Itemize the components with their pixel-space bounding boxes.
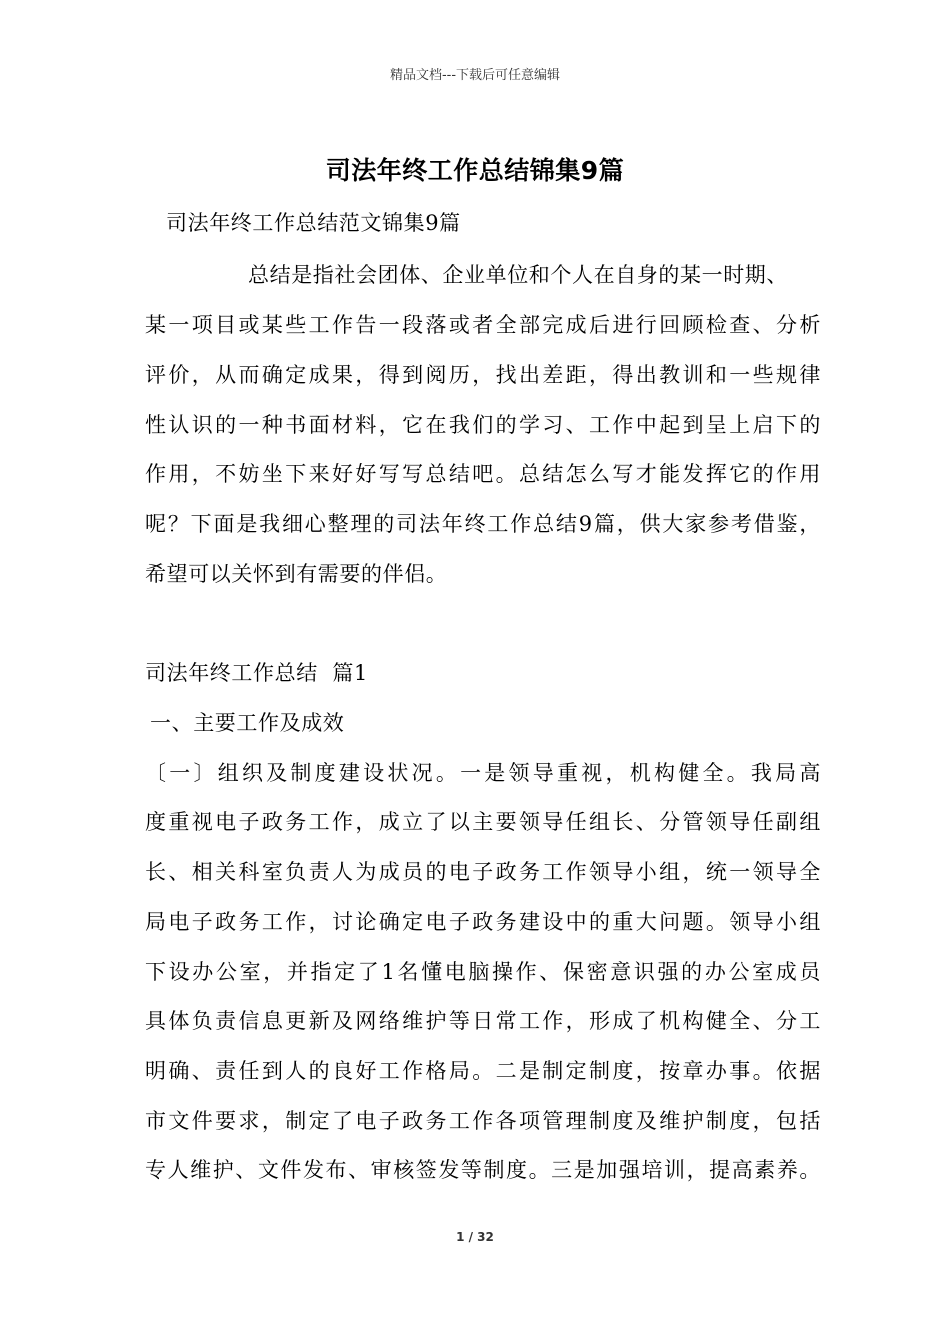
document-subtitle: 司法年终工作总结范文锦集9篇 [166, 211, 461, 235]
intro-line: 性认识的一种书面材料，它在我们的学习、工作中起到呈上启下的 [145, 413, 821, 437]
section-heading: 司法年终工作总结 篇1 [145, 661, 368, 685]
body-line: 明确、责任到人的良好工作格局。二是制定制度，按章办事。依据 [145, 1059, 821, 1083]
body-line: 局电子政务工作，讨论确定电子政务建设中的重大问题。领导小组 [145, 910, 821, 934]
page-number: 1 / 32 [456, 1230, 494, 1244]
body-line: 度重视电子政务工作，成立了以主要领导任组长、分管领导任副组 [145, 810, 821, 834]
intro-line: 总结是指社会团体、企业单位和个人在自身的某一时期、 [248, 263, 788, 287]
body-line: 专人维护、文件发布、审核签发等制度。三是加强培训，提高素养。 [145, 1158, 821, 1182]
intro-line: 呢？下面是我细心整理的司法年终工作总结9篇，供大家参考借鉴， [145, 512, 821, 536]
document-title: 司法年终工作总结锦集9篇 [325, 156, 625, 185]
body-line: 下设办公室，并指定了1名懂电脑操作、保密意识强的办公室成员 [145, 960, 821, 984]
body-line: 具体负责信息更新及网络维护等日常工作，形成了机构健全、分工 [145, 1009, 821, 1033]
intro-line: 评价，从而确定成果，得到阅历，找出差距，得出教训和一些规律 [145, 363, 821, 387]
page-header: 精品文档---下载后可任意编辑 [389, 68, 561, 83]
intro-line: 希望可以关怀到有需要的伴侣。 [145, 562, 448, 586]
body-line: 长、相关科室负责人为成员的电子政务工作领导小组，统一领导全 [145, 860, 821, 884]
intro-line: 某一项目或某些工作告一段落或者全部完成后进行回顾检查、分析 [145, 313, 821, 337]
intro-line: 作用，不妨坐下来好好写写总结吧。总结怎么写才能发挥它的作用 [145, 462, 821, 486]
section-subheading: 一、主要工作及成效 [150, 711, 345, 735]
body-line: 〔一〕组织及制度建设状况。一是领导重视，机构健全。我局高 [145, 761, 821, 785]
body-line: 市文件要求，制定了电子政务工作各项管理制度及维护制度，包括 [145, 1109, 821, 1133]
